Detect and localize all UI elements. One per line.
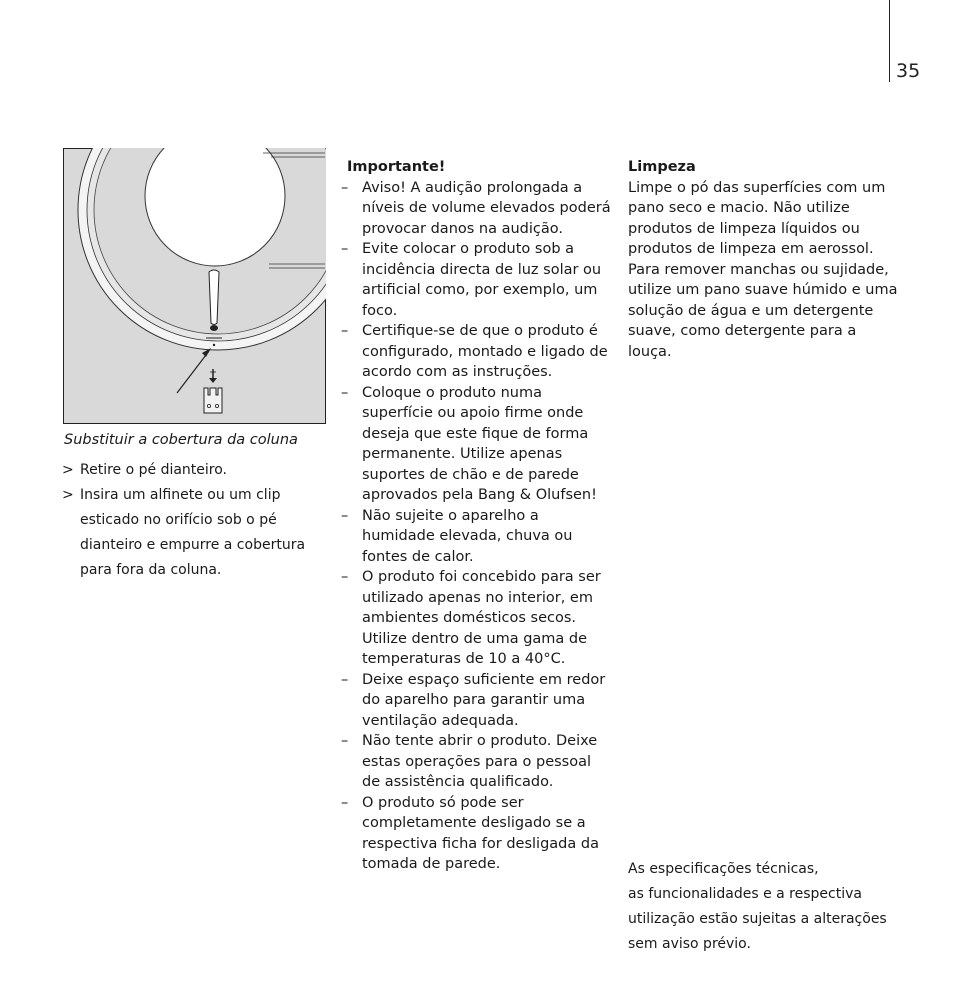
important-item: – Evite colocar o produto sob a incidência directa de luz solar ou artificial como, por exemplo, um foco. [341,241,602,319]
important-item-text: Coloque o produto numa superfície ou apoio firme onde deseja que este fique de forma permanente. Utilize apenas suportes de chão e de parede aprovados pela Bang & Olufsen! [362,384,597,503]
important-item-text: Não sujeite o aparelho a humidade elevada, chuva ou fontes de calor. [362,507,573,565]
notice-line: As especificações técnicas, [628,861,819,877]
important-item: – Deixe espaço suficiente em redor do aparelho para garantir uma ventilação adequada. [341,671,606,729]
speaker-cover-drawing [63,148,326,424]
important-item: – Não tente abrir o produto. Deixe estas operações para o pessoal de assistência qualificado. [341,733,598,790]
important-item-text: Aviso! A audição prolongada a níveis de volume elevados poderá provocar danos na audição. [362,179,611,237]
important-item-text: Certifique-se de que o produto é configurado, montado e ligado de acordo com as instruções. [362,323,608,380]
important-section [341,157,611,875]
important-item: – Certifique-se de que o produto é configurado, montado e ligado de acordo com as instruções. [341,323,608,380]
instruction-step [62,483,327,583]
instruction-step [62,458,327,483]
notice-line: as funcionalidades e a respectiva [628,886,862,902]
page-margin-rule [889,0,890,82]
step-text: Retire o pé dianteiro. [80,462,228,478]
step-text: Insira um alfinete ou um clip esticado no orifício sob o pé dianteiro e empurre a cobertura para fora da coluna. [80,487,306,578]
cleaning-heading: Limpeza [628,159,696,175]
speaker-cover-illustration [63,148,326,424]
cleaning-section [628,157,903,362]
notice-line: sem aviso prévio. [628,936,751,952]
cleaning-text: Limpe o pó das superfícies com um pano seco e macio. Não utilize produtos de limpeza líquidos ou produtos de limpeza em aerossol. Para remover manchas ou sujidade, utilize um pano suave húmido e uma solução de água e um detergente suave, como detergente para a louça. [628,179,898,360]
step-marker: > [62,487,74,503]
important-item-text: O produto foi concebido para ser utilizado apenas no interior, em ambientes domésticos secos. Utilize dentro de uma gama de temperaturas de 10 a 40°C. [362,569,601,667]
important-item-text: Evite colocar o produto sob a incidência directa de luz solar ou artificial como, por exemplo, um foco. [362,241,602,319]
important-item: – Coloque o produto numa superfície ou apoio firme onde deseja que este fique de forma permanente. Utilize apenas suportes de chão e de parede aprovados pela Bang & Olufsen! [341,384,597,503]
important-item: – O produto foi concebido para ser utilizado apenas no interior, em ambientes domésticos secos. Utilize dentro de uma gama de temperaturas de 10 a 40°C. [341,569,601,667]
important-list [341,178,611,875]
important-heading: Importante! [347,159,446,175]
step-marker: > [62,462,74,478]
important-item-text: Deixe espaço suficiente em redor do aparelho para garantir uma ventilação adequada. [362,671,606,729]
important-item: – Não sujeite o aparelho a humidade elevada, chuva ou fontes de calor. [341,507,573,565]
important-item-text: Não tente abrir o produto. Deixe estas operações para o pessoal de assistência qualificado. [362,733,598,790]
figure-caption: Substituir a cobertura da coluna [64,432,298,448]
important-item: – Aviso! A audição prolongada a níveis de volume elevados poderá provocar danos na audição. [341,179,611,237]
page-number: 35 [896,60,921,82]
important-item: – O produto só pode ser completamente desligado se a respectiva ficha for desligada da tomada de parede. [341,794,599,872]
notice-line: utilização estão sujeitas a alterações [628,911,887,927]
instruction-steps [62,458,327,583]
specifications-notice [628,857,908,957]
important-item-text: O produto só pode ser completamente desligado se a respectiva ficha for desligada da tomada de parede. [362,794,599,872]
